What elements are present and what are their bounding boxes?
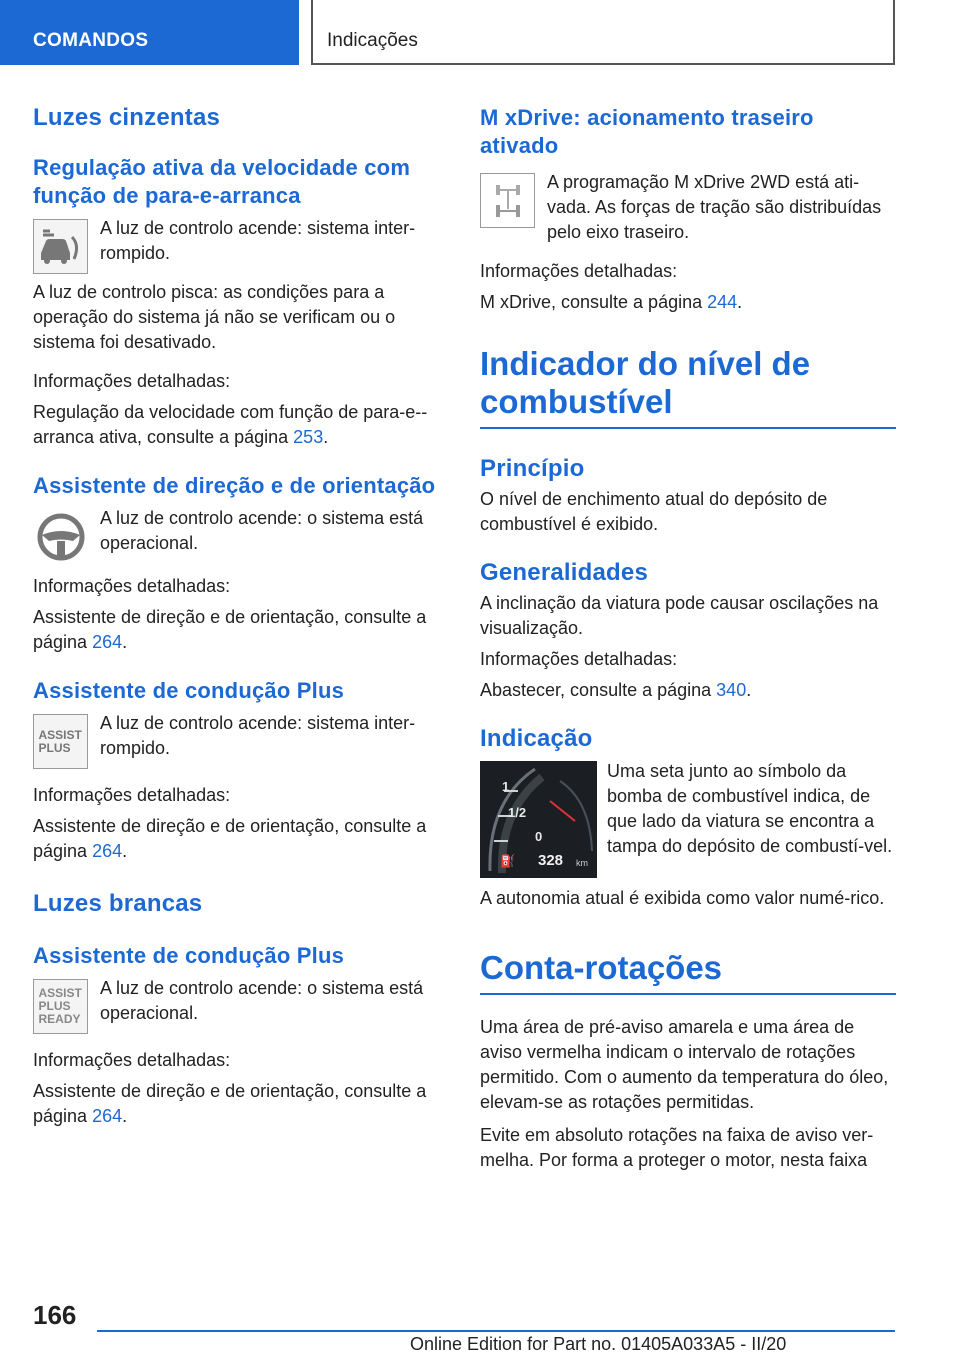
driving-assistant-plus-line1: A luz de controlo acende: sistema inter-rompido.	[100, 713, 416, 758]
section-tab: COMANDOS	[0, 0, 299, 65]
heading-conta-rotacoes: Conta-rotações	[480, 949, 896, 995]
info-label: Informações detalhadas:	[33, 576, 231, 596]
assist-plus-icon: ASSIST PLUS	[33, 714, 88, 769]
speed-regulation-line2: A luz de controlo pisca: as condições para a operação do sistema já não se verificam ou o sistema foi desativado.	[33, 282, 396, 352]
heading-luzes-brancas: Luzes brancas	[33, 890, 203, 917]
steering-assistant-ref: Assistente de direção e de orientação, consulte a página 264.	[33, 607, 427, 652]
page-link-264[interactable]: 264	[92, 841, 123, 861]
info-label: Informações detalhadas:	[33, 371, 231, 391]
right-column	[480, 100, 896, 1173]
assist-plus-ready-icon: ASSIST PLUS READY	[33, 979, 88, 1034]
fuel-gauge-image	[480, 761, 597, 878]
info-label: Informações detalhadas:	[33, 1050, 231, 1070]
mxdrive-line1: A programação M xDrive 2WD está ati-vada. As forças de tração são distribuídas pelo eixo traseiro.	[547, 172, 882, 242]
gauge-range-value: 328	[538, 852, 564, 869]
footer-divider	[97, 1330, 895, 1332]
steering-assistant-row	[33, 506, 449, 564]
heading-mxdrive: M xDrive: acionamento traseiro ativado	[480, 105, 814, 158]
gauge-range-unit: km	[576, 858, 588, 868]
info-label: Informações detalhadas:	[480, 261, 678, 281]
heading-speed-regulation: Regulação ativa da velocidade com função de para-e-arranca	[33, 155, 411, 208]
driving-assistant-plus-ready-row	[33, 976, 449, 1034]
gauge-mark-full: 1	[502, 779, 510, 794]
driving-assistant-plus-ready-line1: A luz de controlo acende: o sistema está operacional.	[100, 978, 424, 1023]
speed-control-warning-icon	[33, 219, 88, 274]
rpm-paragraph-2: Evite em absoluto rotações na faixa de aviso ver-melha. Por forma a proteger o motor, nesta faixa	[480, 1125, 874, 1170]
info-label: Informações detalhadas:	[480, 649, 678, 669]
heading-driving-assistant-plus-white: Assistente de condução Plus	[33, 943, 345, 968]
page-link-264[interactable]: 264	[92, 1106, 123, 1126]
page-link-264[interactable]: 264	[92, 632, 123, 652]
heading-principio: Princípio	[480, 455, 585, 482]
left-column	[33, 100, 449, 1129]
heading-luzes-cinzentas: Luzes cinzentas	[33, 104, 221, 131]
heading-driving-assistant-plus: Assistente de condução Plus	[33, 678, 345, 703]
edition-note: Online Edition for Part no. 01405A033A5 - II/20	[410, 1334, 787, 1354]
page-link-340[interactable]: 340	[716, 680, 747, 700]
info-label: Informações detalhadas:	[33, 785, 231, 805]
mxdrive-row	[480, 170, 896, 245]
heading-generalidades: Generalidades	[480, 559, 649, 586]
page-link-253[interactable]: 253	[293, 427, 324, 447]
generalidades-text: A inclinação da viatura pode causar oscilações na visualização.	[480, 593, 879, 638]
generalidades-ref: Abastecer, consulte a página 340.	[480, 680, 752, 700]
fuel-pump-icon: ⛽	[500, 854, 515, 868]
indicacao-text: Uma seta junto ao símbolo da bomba de combustível indica, de que lado da viatura se encontra a tampa do depósito de combustí-vel.	[607, 761, 893, 856]
steering-assistant-line1: A luz de controlo acende: o sistema está operacional.	[100, 508, 424, 553]
principio-text: O nível de enchimento atual do depósito de combustível é exibido.	[480, 489, 828, 534]
page-link-244[interactable]: 244	[707, 292, 738, 312]
steering-wheel-icon	[33, 509, 88, 564]
speed-regulation-ref: Regulação da velocidade com função de para-e--arranca ativa, consulte a página 253.	[33, 402, 428, 447]
speed-regulation-line1: A luz de controlo acende: sistema inter-rompido.	[100, 218, 416, 263]
driving-assistant-plus-row	[33, 711, 449, 769]
rpm-paragraph-1: Uma área de pré-aviso amarela e uma área de aviso vermelha indicam o intervalo de rotações permitido. Com o aumento da temperatura do óleo, elevam-se as rotações permitidas.	[480, 1017, 889, 1112]
heading-indicacao: Indicação	[480, 725, 593, 752]
driving-assistant-plus-ref: Assistente de direção e de orientação, consulte a página 264.	[33, 816, 427, 861]
mxdrive-ref: M xDrive, consulte a página 244.	[480, 292, 743, 312]
heading-steering-assistant: Assistente de direção e de orientação	[33, 473, 436, 498]
gauge-mark-half: 1/2	[508, 805, 527, 820]
subsection-title: Indicações	[311, 0, 895, 65]
heading-fuel-level-indicator: Indicador do nível de combustível	[480, 345, 896, 429]
speed-regulation-row	[33, 216, 449, 274]
gauge-mark-empty: 0	[535, 829, 543, 844]
rear-wheel-drive-icon	[480, 173, 535, 228]
indicacao-row	[480, 759, 896, 878]
page-number: 166	[33, 1300, 77, 1330]
driving-assistant-plus-ready-ref: Assistente de direção e de orientação, consulte a página 264.	[33, 1081, 427, 1126]
autonomia-text: A autonomia atual é exibida como valor numé-rico.	[480, 888, 885, 908]
